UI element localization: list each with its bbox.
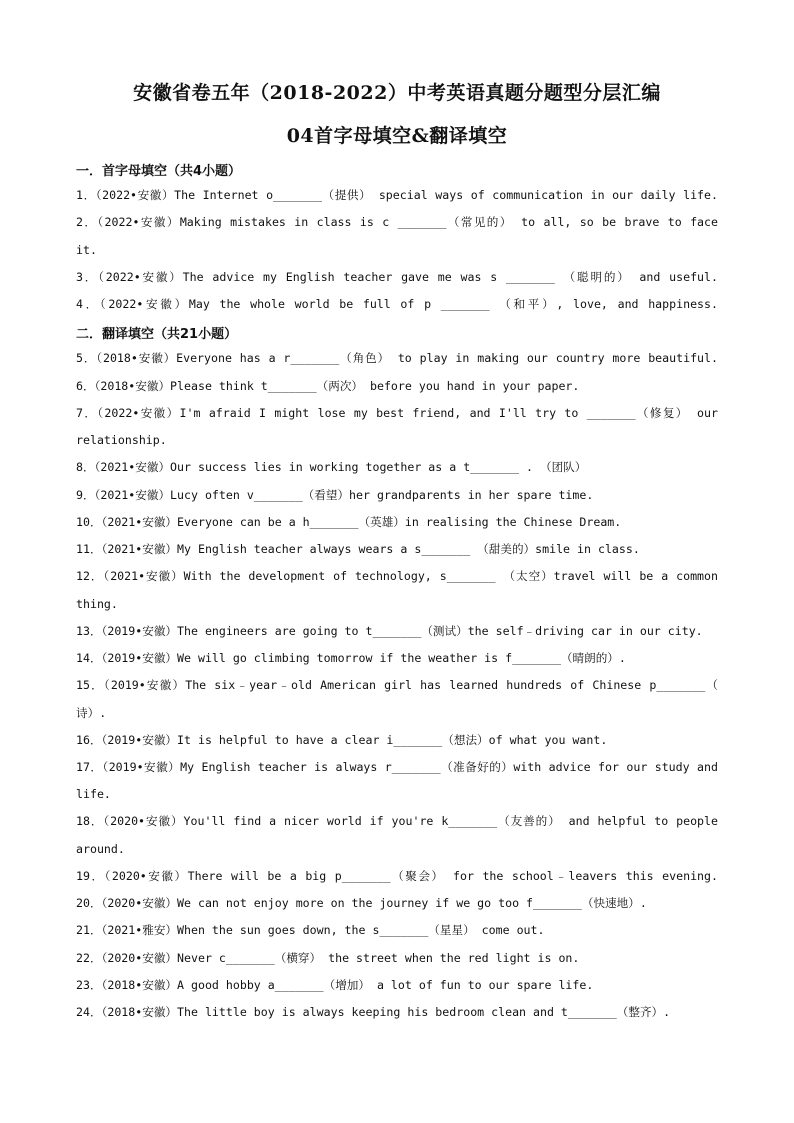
question-line: 23．（2018•安徽）A good hobby a_______（增加） a lot of fun to our spare life. xyxy=(76,978,594,992)
question-line: 19．（2020•安徽）There will be a big p_______（聚会） for the school﹣leavers this evening. xyxy=(76,869,718,883)
question-line: 4．（2022•安徽）May the whole world be full of p _______ （和平）, love, and happiness. xyxy=(76,297,718,311)
question-line: 5．（2018•安徽）Everyone has a r_______（角色） to play in making our country more beautiful. xyxy=(76,351,718,365)
question-line: 6．（2018•安徽）Please think t_______（两次） before you hand in your paper. xyxy=(76,379,580,393)
question-line-continuation: 诗）. xyxy=(76,706,107,720)
question-line: 9．（2021•安徽）Lucy often v_______（看望）her grandparents in her spare time. xyxy=(76,488,594,502)
question-line: 13．（2019•安徽）The engineers are going to t_______（测试）the self﹣driving car in our city. xyxy=(76,624,703,638)
question-line-continuation: around. xyxy=(76,842,125,856)
question-line: 3．（2022•安徽）The advice my English teacher gave me was s _______ （聪明的） and useful. xyxy=(76,270,718,284)
question-line: 12．（2021•安徽）With the development of technology, s_______ （太空）travel will be a common xyxy=(76,569,718,583)
question-line-continuation: it. xyxy=(76,243,97,257)
page-subtitle: 04首字母填空&翻译填空 xyxy=(286,125,508,147)
question-line: 16．（2019•安徽）It is helpful to have a clear i_______（想法）of what you want. xyxy=(76,733,608,747)
question-line: 10．（2021•安徽）Everyone can be a h_______（英雄）in realising the Chinese Dream. xyxy=(76,515,622,529)
question-line: 2．（2022•安徽）Making mistakes in class is c _______（常见的） to all, so be brave to face xyxy=(76,215,718,229)
question-line: 21．（2021•雅安）When the sun goes down, the s_______（星星） come out. xyxy=(76,923,545,937)
question-line: 15．（2019•安徽）The six﹣year﹣old American girl has learned hundreds of Chinese p_______（ xyxy=(76,678,718,692)
question-line: 17．（2019•安徽）My English teacher is always r_______（准备好的）with advice for our study and xyxy=(76,760,718,774)
question-line: 18．（2020•安徽）You'll find a nicer world if you're k_______（友善的） and helpful to people xyxy=(76,814,718,828)
question-line-continuation: thing. xyxy=(76,597,118,611)
question-line: 20．（2020•安徽）We can not enjoy more on the journey if we go too f_______（快速地）. xyxy=(76,896,647,910)
page-title: 安徽省卷五年（2018-2022）中考英语真题分题型分层汇编 xyxy=(133,82,661,104)
question-line-continuation: life. xyxy=(76,787,111,801)
question-line: 1．（2022•安徽）The Internet o_______（提供） special ways of communication in our daily life. xyxy=(76,188,718,202)
section-heading-initial-letter: 一．首字母填空（共4小题） xyxy=(76,164,242,179)
question-line-continuation: relationship. xyxy=(76,433,167,447)
question-line: 22．（2020•安徽）Never c_______（横穿） the street when the red light is on. xyxy=(76,951,580,965)
question-line: 24．（2018•安徽）The little boy is always keeping his bedroom clean and t_______（整齐）. xyxy=(76,1005,671,1019)
section-heading-translation: 二．翻译填空（共21小题） xyxy=(76,327,238,342)
question-line: 8．（2021•安徽）Our success lies in working together as a t_______ . （团队） xyxy=(76,460,587,474)
question-line: 7．（2022•安徽）I'm afraid I might lose my best friend, and I'll try to _______（修复） our xyxy=(76,406,718,420)
question-line: 11．（2021•安徽）My English teacher always wears a s_______ （甜美的）smile in class. xyxy=(76,542,640,556)
question-line: 14．（2019•安徽）We will go climbing tomorrow if the weather is f_______（晴朗的）. xyxy=(76,651,626,665)
